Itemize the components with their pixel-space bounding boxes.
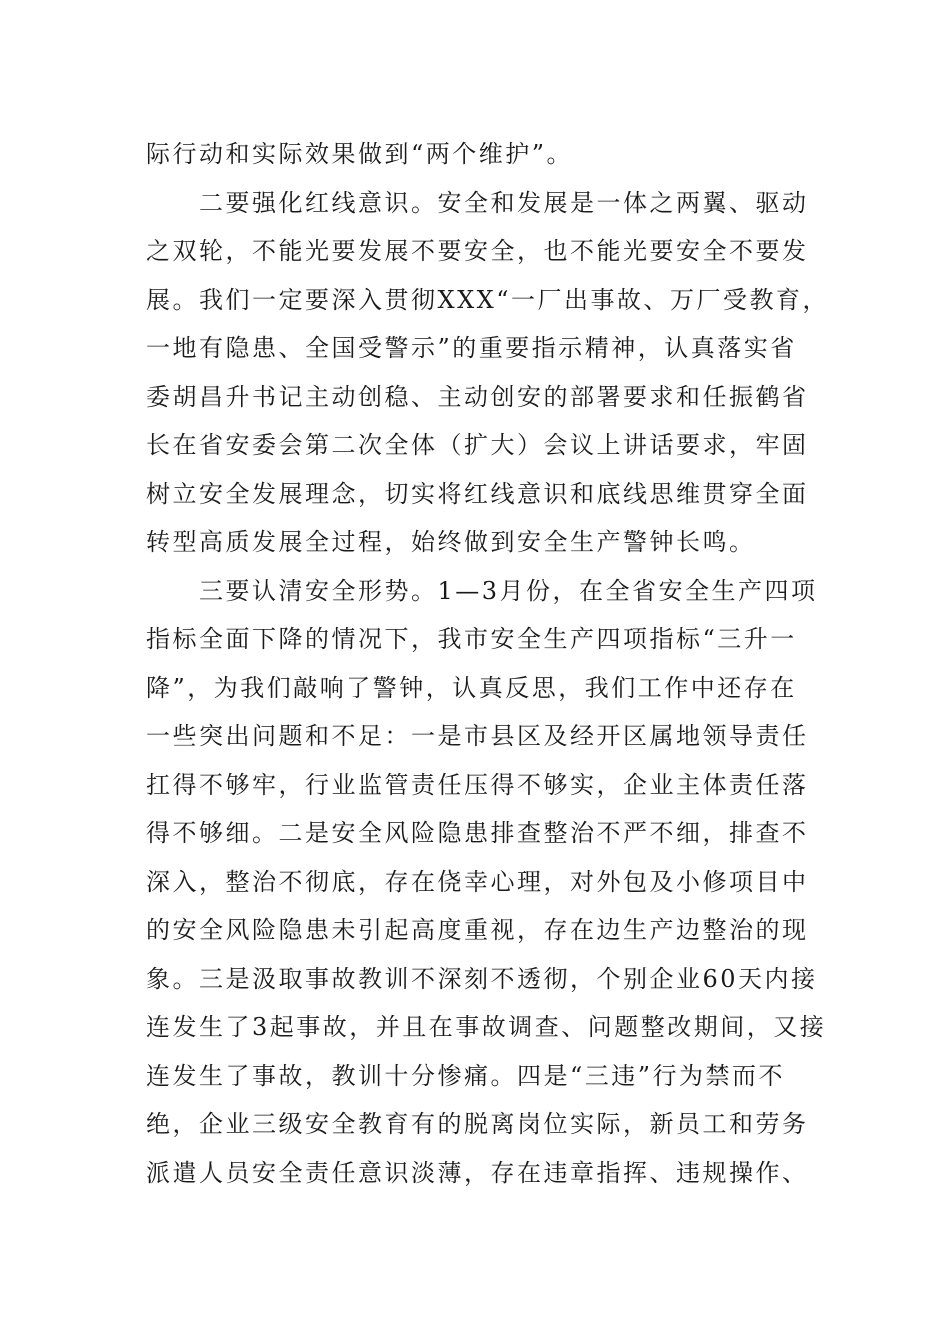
text-line: 绝，企业三级安全教育有的脱离岗位实际，新员工和劳务 [146,1110,809,1138]
body-text [146,130,830,1197]
text-line: 三要认清安全形势。1—3月份，在全省安全生产四项 [146,576,818,605]
text-line: 指标全面下降的情况下，我市安全生产四项指标“三升一 [146,625,797,653]
text-line: 象。三是汲取事故教训不深刻不透彻，个别企业60天内接 [146,964,818,993]
text-line: 际行动和实际效果做到“两个维护”。 [146,140,574,168]
text-line: 的安全风险隐患未引起高度重视，存在边生产边整治的现 [146,916,809,944]
text-line: 扛得不够牢，行业监管责任压得不够实，企业主体责任落 [146,770,809,799]
text-line: 一地有隐患、全国受警示”的重要指示精神，认真落实省 [146,334,797,362]
text-line: 二要强化红线意识。安全和发展是一体之两翼、驱动 [146,188,809,217]
text-line: 树立安全发展理念，切实将红线意识和底线思维贯穿全面 [146,479,809,508]
text-line: 展。我们一定要深入贯彻XXX“一厂出事故、万厂受教育， [146,285,830,314]
text-line: 一些突出问题和不足：一是市县区及经开区属地领导责任 [146,722,809,750]
text-line: 长在省安委会第二次全体（扩大）会议上讲话要求，牢固 [146,431,809,459]
text-line: 深入，整治不彻底，存在侥幸心理，对外包及小修项目中 [146,867,809,896]
text-line: 连发生了事故，教训十分惨痛。四是“三违”行为禁而不 [146,1061,786,1090]
text-line: 转型高质发展全过程，始终做到安全生产警钟长鸣。 [146,528,756,556]
text-line: 派遣人员安全责任意识淡薄，存在违章指挥、违规操作、 [146,1158,809,1187]
text-line: 降”，为我们敲响了警钟，认真反思，我们工作中还存在 [146,673,797,702]
text-line: 得不够细。二是安全风险隐患排查整治不严不细，排查不 [146,819,809,847]
text-line: 之双轮，不能光要发展不要安全，也不能光要安全不要发 [146,237,809,265]
text-line: 连发生了3起事故，并且在事故调查、问题整改期间，又接 [146,1013,827,1041]
text-line: 委胡昌升书记主动创稳、主动创安的部署要求和任振鹤省 [146,382,809,411]
